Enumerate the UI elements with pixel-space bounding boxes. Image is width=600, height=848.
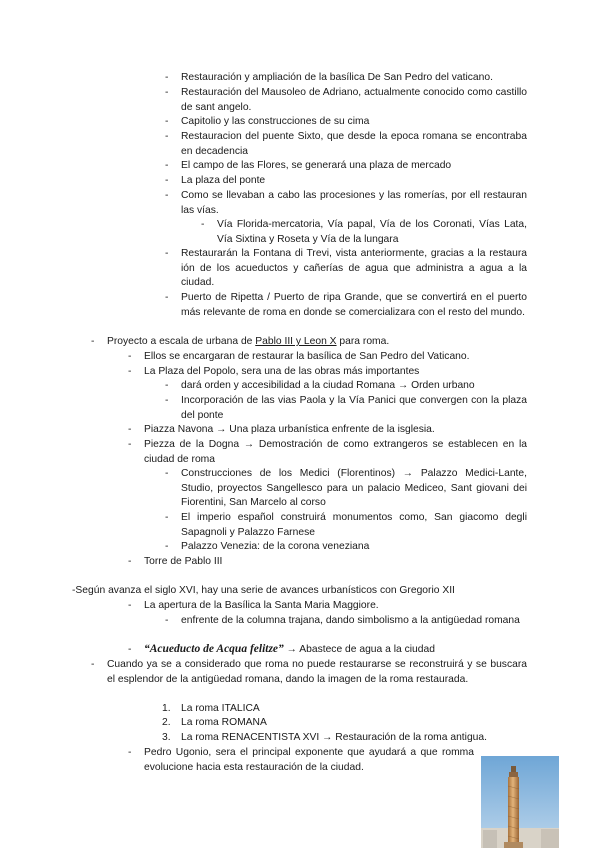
list-item: El imperio español construirá monumentos como, San giacomo degli Sapagnoli y Palazzo Farnese (181, 512, 527, 538)
list-item: Palazzo Venezia: de la corona veneziana (181, 541, 370, 552)
list-item: Restauración del Mausoleo de Adriano, actualmente conocido como castillo de sant angelo. (181, 87, 527, 113)
bullet: - (165, 116, 169, 127)
item-text: para roma. (336, 336, 390, 347)
list-item: La roma ROMANA (181, 717, 267, 728)
bullet: - (165, 248, 169, 259)
list-item (144, 642, 527, 658)
bullet: - (165, 175, 169, 186)
column-photo-image (481, 756, 559, 848)
bullet: - (165, 72, 169, 83)
list-number: 1. (162, 703, 171, 714)
list-item: dará orden y accesibilidad a la ciudad Romana → Orden urbano (181, 380, 475, 391)
list-item: Piazza Navona → Una plaza urbanística enfrente de la isglesia. (144, 424, 435, 435)
list-item: Capitolio y las construcciones de su cima (181, 116, 370, 127)
list-number: 3. (162, 732, 171, 743)
list-item: Torre de Pablo III (144, 556, 223, 567)
list-item: Restaurarán la Fontana di Trevi, vista anteriormente, gracias a la restaura ión de los acueductos y cañerías de agua que administra a agua a la ciudad. (181, 248, 527, 289)
list-item: Cuando ya se a considerado que roma no puede restaurarse se reconstruirá y se buscara el esplendor de la antigüedad romana, dando la imagen de la roma restaurada. (107, 659, 527, 685)
list-item: El campo de las Flores, se generará una plaza de mercado (181, 160, 452, 171)
bullet: - (165, 615, 169, 626)
bullet: - (165, 380, 169, 391)
bullet: - (201, 219, 205, 230)
list-item: Incorporación de las vias Paola y la Vía Panici que convergen con la plaza del ponte (181, 395, 527, 421)
bullet: - (128, 439, 132, 450)
list-item: Pedro Ugonio, sera el principal exponente que ayudará a que romma evolucione hacia esta restauración de la ciudad. (144, 747, 474, 773)
item-text: → Abastece de agua a la ciudad (283, 644, 435, 655)
bullet: - (165, 87, 169, 98)
list-item: Construcciones de los Medici (Florentinos) → Palazzo Medici-Lante, Studio, proyectos Sangellesco para un palacio Mediceo, Sant giovani dei Fiorentini, San Marcelo al corso (181, 468, 527, 509)
list-item: La Plaza del Popolo, sera una de las obras más importantes (144, 366, 420, 377)
bullet: - (165, 190, 169, 201)
bold-italic-text: “Acueducto de Acqua felitze” (144, 643, 284, 655)
list-item: La apertura de la Basílica la Santa Maria Maggiore. (144, 600, 379, 611)
bullet: - (128, 600, 132, 611)
list-item: Restauración y ampliación de la basílica De San Pedro del vaticano. (181, 72, 493, 83)
list-item: enfrente de la columna trajana, dando simbolismo a la antigüedad romana (181, 615, 520, 626)
bullet: - (128, 351, 132, 362)
list-item: Como se llevaban a cabo las procesiones y las romerías, por ell restauran las vías. (181, 190, 527, 216)
list-item: Puerto de Ripetta / Puerto de ripa Grande, que se convertirá en el puerto más relevante de roma en donde se comercializara con el resto del mundo. (181, 292, 527, 318)
bullet: - (91, 659, 95, 670)
bullet: - (165, 512, 169, 523)
paragraph: -Según avanza el siglo XVI, hay una serie de avances urbanísticos con Gregorio XII (72, 585, 455, 596)
list-number: 2. (162, 717, 171, 728)
bullet: - (128, 366, 132, 377)
list-item: Vía Florida-mercatoria, Vía papal, Vía de los Coronati, Vías Lata, Vía Sixtina y Roseta y Vía de la lungara (217, 219, 527, 245)
column-photo (481, 756, 559, 848)
bullet: - (91, 336, 95, 347)
bullet: - (128, 556, 132, 567)
bullet: - (165, 160, 169, 171)
list-item: Ellos se encargaran de restaurar la basílica de San Pedro del Vaticano. (144, 351, 470, 362)
list-item: Restauracion del puente Sixto, que desde la epoca romana se encontraba en decadencia (181, 131, 527, 157)
list-item: La roma RENACENTISTA XVI → Restauración de la roma antigua. (181, 732, 487, 743)
bullet: - (165, 395, 169, 406)
bullet: - (128, 424, 132, 435)
list-item: La roma ITALICA (181, 703, 260, 714)
list-item: Piezza de la Dogna → Demostración de como extrangeros se establecen en la ciudad de roma (144, 439, 527, 465)
list-item: La plaza del ponte (181, 175, 266, 186)
bullet: - (165, 541, 169, 552)
bullet: - (165, 131, 169, 142)
list-item (107, 335, 527, 350)
item-text: Proyecto a escala de urbana de (107, 336, 256, 347)
bullet: - (128, 644, 132, 655)
bullet: - (165, 292, 169, 303)
bullet: - (165, 468, 169, 479)
underlined-text: Pablo III y Leon X (255, 336, 337, 347)
bullet: - (128, 747, 132, 758)
